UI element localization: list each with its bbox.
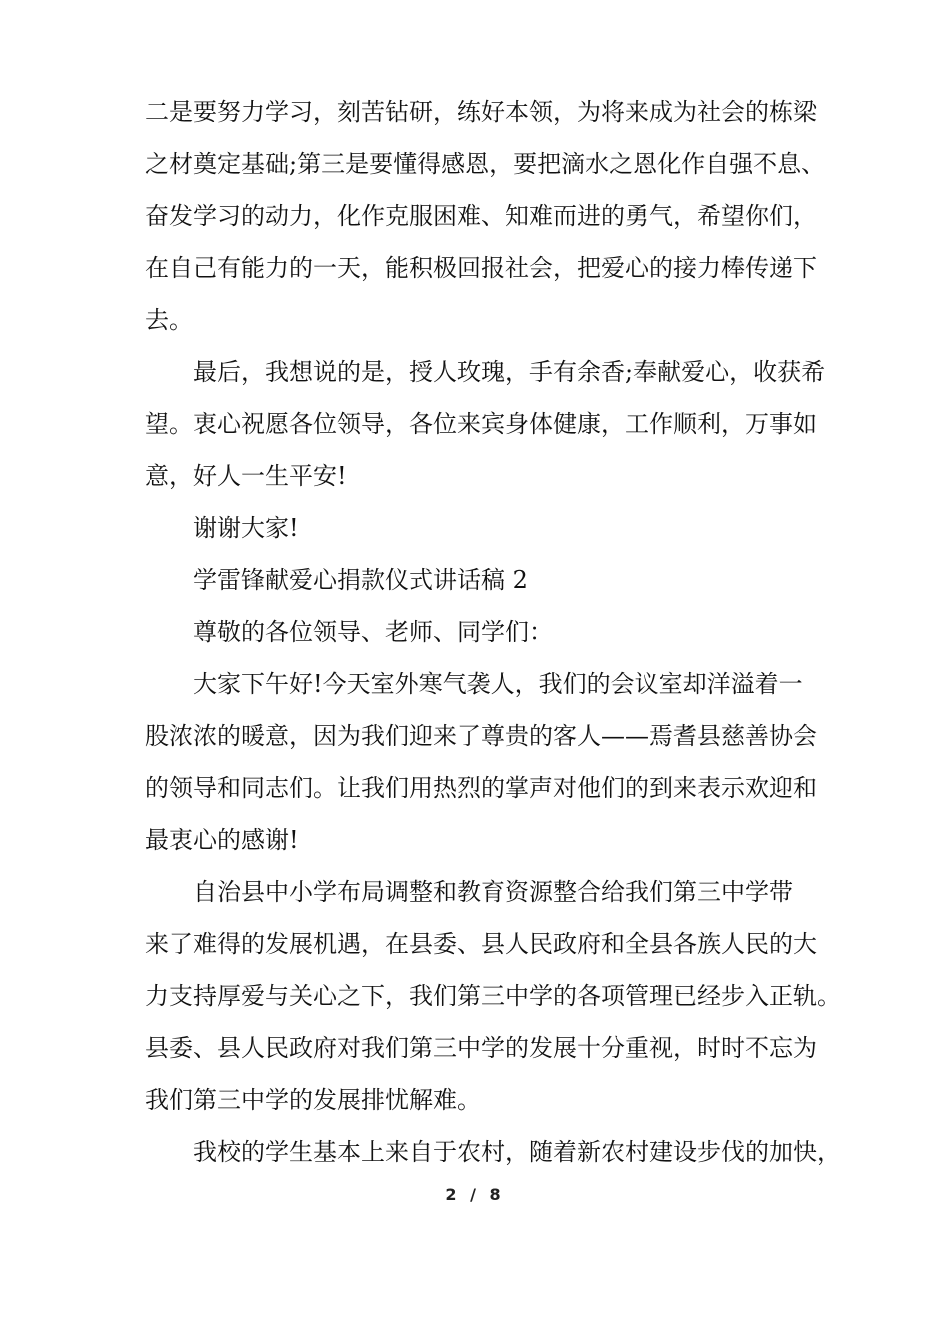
page-number: 2 / 8: [445, 1185, 505, 1204]
text-line: 来了难得的发展机遇，在县委、县人民政府和全县各族人民的大: [145, 930, 817, 958]
text-line: 二是要努力学习，刻苦钻研，练好本领，为将来成为社会的栋梁: [145, 98, 817, 126]
section-heading: 学雷锋献爱心捐款仪式讲话稿 2: [193, 566, 528, 594]
text-line: 谢谢大家!: [193, 514, 299, 542]
text-line: 意，好人一生平安!: [145, 462, 347, 490]
text-line: 大家下午好!今天室外寒气袭人，我们的会议室却洋溢着一: [193, 670, 803, 698]
salutation: 尊敬的各位领导、老师、同学们：: [193, 618, 553, 646]
text-line: 之材奠定基础;第三是要懂得感恩，要把滴水之恩化作自强不息、: [145, 150, 826, 178]
text-line: 在自己有能力的一天，能积极回报社会，把爱心的接力棒传递下: [145, 254, 817, 282]
text-line: 我们第三中学的发展排忧解难。: [145, 1086, 481, 1114]
text-line: 自治县中小学布局调整和教育资源整合给我们第三中学带: [193, 878, 793, 906]
text-line: 的领导和同志们。让我们用热烈的掌声对他们的到来表示欢迎和: [145, 774, 817, 802]
text-line: 县委、县人民政府对我们第三中学的发展十分重视，时时不忘为: [145, 1034, 817, 1062]
text-line: 我校的学生基本上来自于农村，随着新农村建设步伐的加快，: [193, 1138, 841, 1166]
text-line: 最后，我想说的是，授人玫瑰，手有余香;奉献爱心，收获希: [193, 358, 826, 386]
text-line: 去。: [145, 306, 193, 334]
text-line: 望。衷心祝愿各位领导，各位来宾身体健康，工作顺利，万事如: [145, 410, 817, 438]
text-line: 最衷心的感谢!: [145, 826, 299, 854]
document-body: [145, 86, 841, 1178]
text-line: 奋发学习的动力，化作克服困难、知难而进的勇气，希望你们，: [145, 202, 817, 230]
text-line: 股浓浓的暖意，因为我们迎来了尊贵的客人——焉耆县慈善协会: [145, 722, 817, 750]
text-line: 力支持厚爱与关心之下，我们第三中学的各项管理已经步入正轨。: [145, 982, 841, 1010]
